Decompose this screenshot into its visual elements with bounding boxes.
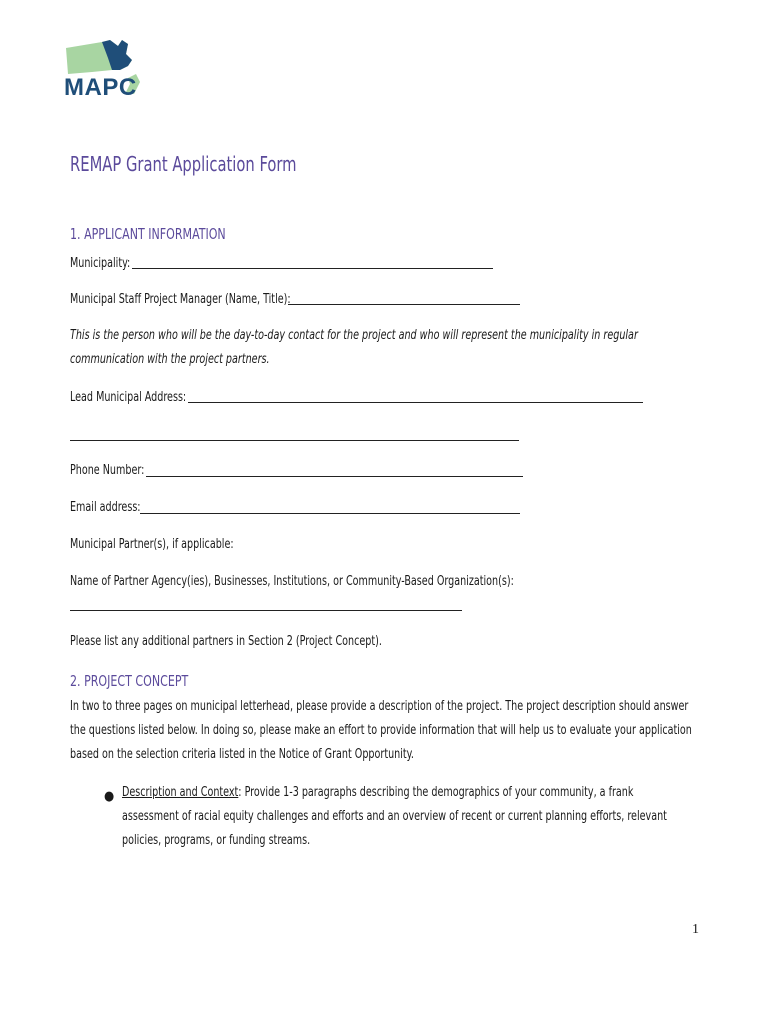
municipal-partners-label: Municipal Partner(s), if applicable: <box>70 537 234 552</box>
partner-agencies-field[interactable] <box>70 610 462 611</box>
lead-address-field-line2[interactable] <box>70 440 519 441</box>
phone-label: Phone Number: <box>70 463 145 478</box>
section-2-heading: 2. PROJECT CONCEPT <box>70 672 189 690</box>
phone-field[interactable] <box>146 476 523 477</box>
bullet-icon: ● <box>104 789 115 804</box>
project-manager-field[interactable] <box>288 304 520 305</box>
project-manager-note: This is the person who will be the day-to-day contact for the project and who will represent the municipality in regular communication with the project partners. <box>70 328 638 367</box>
description-context-term: Description and Context <box>122 785 239 800</box>
additional-partners-note: Please list any additional partners in Section 2 (Project Concept). <box>70 634 382 649</box>
municipality-label: Municipality: <box>70 256 131 271</box>
description-context-item <box>122 781 688 853</box>
page-number: 1 <box>692 922 699 937</box>
partner-agencies-label: Name of Partner Agency(ies), Businesses, Institutions, or Community-Based Organization(s): <box>70 574 514 589</box>
email-field[interactable] <box>140 513 520 514</box>
lead-address-label: Lead Municipal Address: <box>70 390 187 405</box>
description-context-text: : Provide 1-3 paragraphs describing the demographics of your community, a frank assessment of racial equity challenges and efforts and an overview of recent or current planning efforts, relevant policies, programs, or funding streams. <box>122 785 667 848</box>
form-title: REMAP Grant Application Form <box>70 152 297 176</box>
email-label: Email address: <box>70 500 141 515</box>
project-concept-intro: In two to three pages on municipal letterhead, please provide a description of the project. The project description should answer the questions listed below. In doing so, please make an effort to provide information that will help us to evaluate your application based on the selection criteria listed in the Notice of Grant Opportunity. <box>70 699 692 762</box>
project-manager-label: Municipal Staff Project Manager (Name, Title): <box>70 292 291 307</box>
lead-address-field[interactable] <box>188 402 643 403</box>
municipality-field[interactable] <box>132 268 493 269</box>
logo-wordmark: MAPC <box>64 74 137 101</box>
section-1-heading: 1. APPLICANT INFORMATION <box>70 225 226 243</box>
